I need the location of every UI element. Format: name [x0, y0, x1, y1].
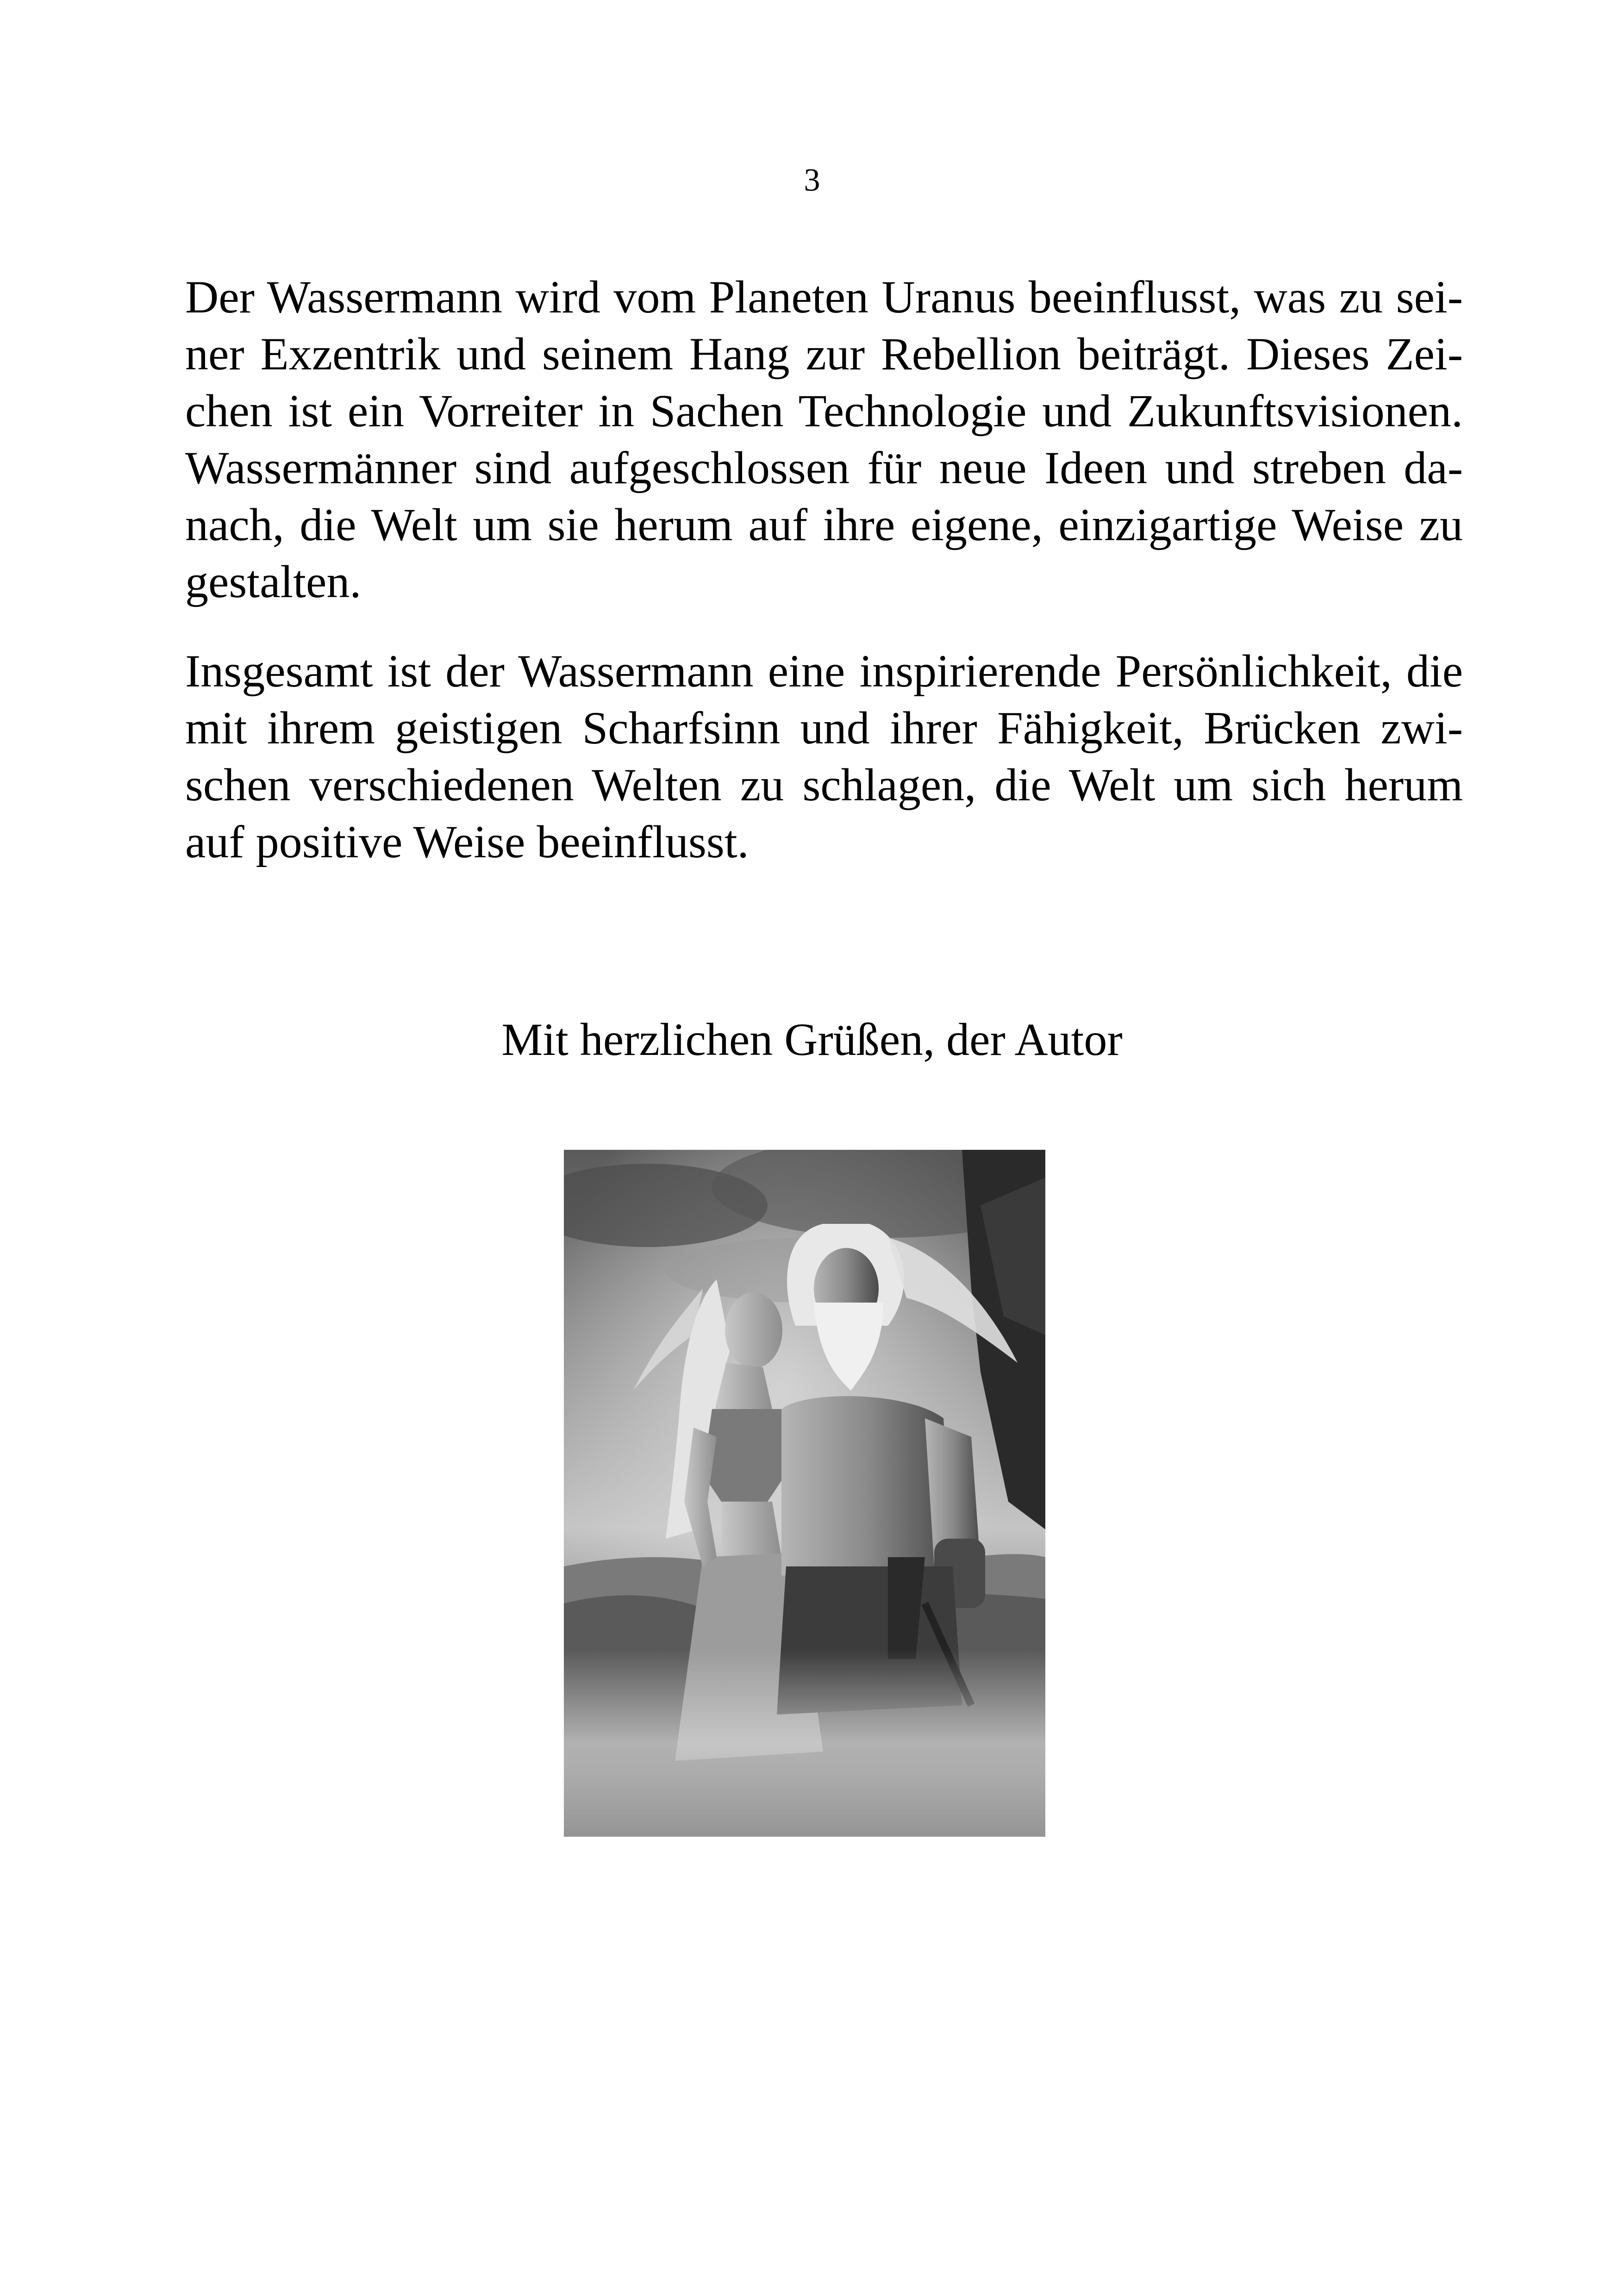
- paragraph-line: Insgesamt ist der Wassermann eine inspirierende Persönlichkeit, die: [185, 645, 1463, 697]
- page-number: 3: [804, 162, 820, 198]
- paragraph-line: nach, die Welt um sie herum auf ihre eigene, einzigartige Weise zu: [185, 499, 1463, 550]
- warrior-couple-illustration: [564, 1150, 1045, 1837]
- paragraph-line: gestalten.: [185, 556, 362, 607]
- paragraph-line: mit ihrem geistigen Scharfsinn und ihrer Fähigkeit, Brücken zwi-: [185, 702, 1463, 754]
- paragraph-line: Der Wassermann wird vom Planeten Uranus beeinflusst, was zu sei-: [185, 271, 1463, 323]
- paragraph-line: schen verschiedenen Welten zu schlagen, die Welt um sich herum: [185, 759, 1463, 811]
- paragraph-line: auf positive Weise beeinflusst.: [185, 816, 749, 867]
- paragraph-line: Wassermänner sind aufgeschlossen für neue Ideen und streben da-: [185, 442, 1463, 493]
- paragraph-2: [185, 642, 1463, 870]
- paragraph-line: chen ist ein Vorreiter in Sachen Technologie und Zukunftsvisionen.: [185, 385, 1463, 437]
- closing-signature: Mit herzlichen Grüßen, der Autor: [501, 1014, 1123, 1065]
- paragraph-1: [185, 268, 1463, 610]
- paragraph-line: ner Exzentrik und seinem Hang zur Rebellion beiträgt. Dieses Zei-: [185, 328, 1463, 380]
